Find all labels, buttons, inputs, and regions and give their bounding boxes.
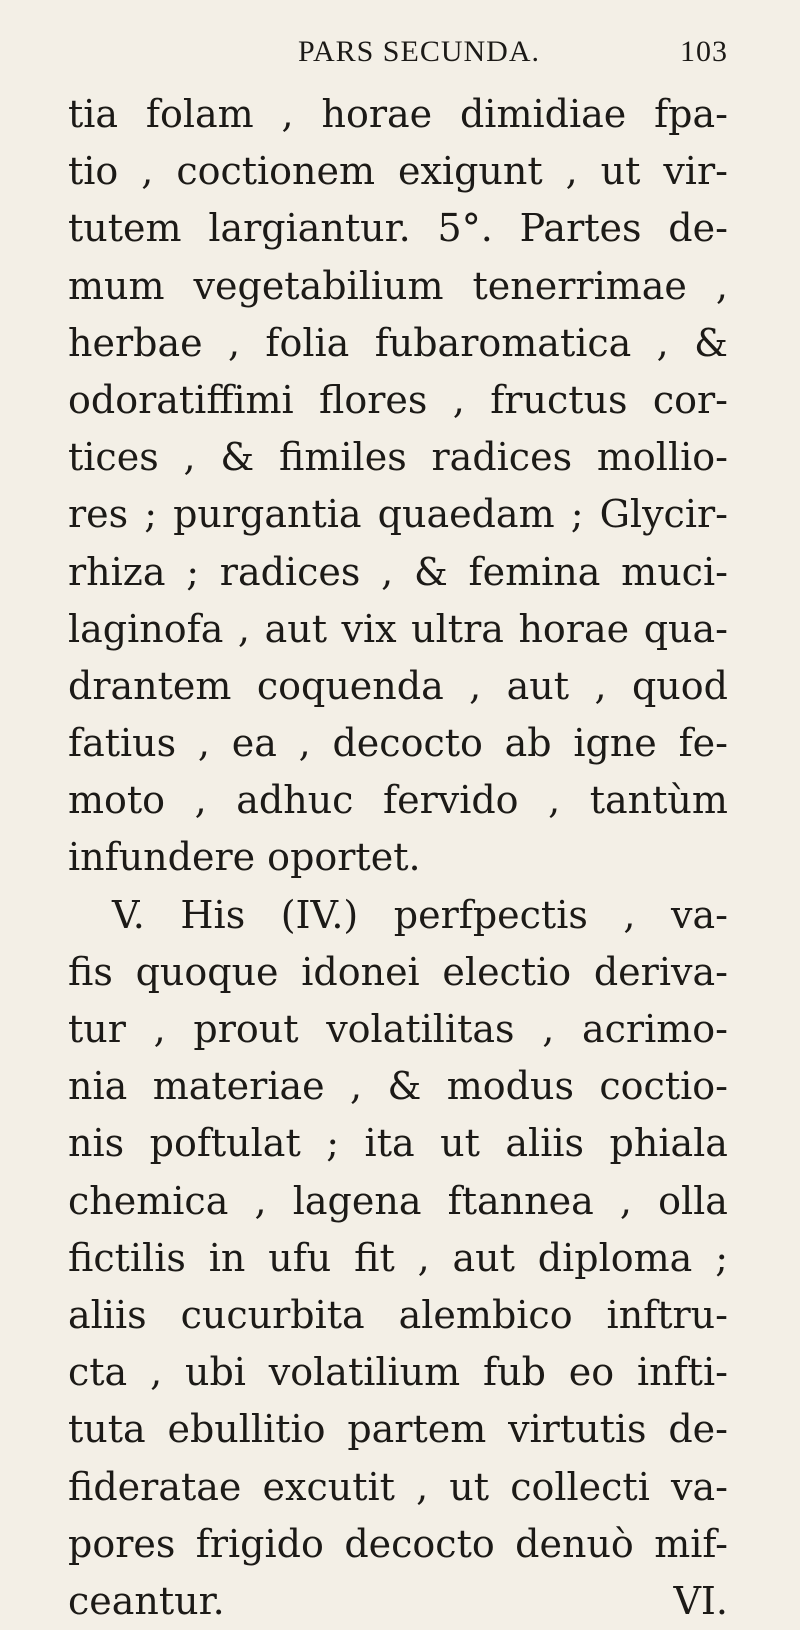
text-line: fideratae excutit , ut collecti va- bbox=[68, 1464, 728, 1509]
text-line: aliis cucurbita alembico inftru- bbox=[68, 1292, 728, 1337]
text-line: infundere oportet. bbox=[68, 835, 421, 880]
page-header bbox=[68, 20, 728, 84]
text-line: res ; purgantia quaedam ; Glycir- bbox=[68, 492, 728, 537]
text-line: odoratiffimi flores , fructus cor- bbox=[68, 377, 728, 422]
text-line: tices , & fimiles radices mollio- bbox=[68, 435, 728, 480]
text-line: fictilis in ufu fit , aut diploma ; bbox=[68, 1235, 728, 1280]
catchword: VI. bbox=[673, 1578, 728, 1623]
text-line: fis quoque idonei electio deriva- bbox=[68, 949, 728, 994]
page-number: 103 bbox=[680, 35, 728, 68]
final-text: ceantur. bbox=[68, 1578, 225, 1623]
text-line: chemica , lagena ftannea , olla bbox=[68, 1178, 728, 1223]
text-line-with-catchword bbox=[68, 1573, 728, 1630]
text-line: mum vegetabilium tenerrimae , bbox=[68, 263, 728, 308]
text-line: tuta ebullitio partem virtutis de- bbox=[68, 1407, 728, 1452]
text-line: tio , coctionem exigunt , ut vir- bbox=[68, 149, 728, 194]
text-line: fatius , ea , decocto ab igne fe- bbox=[68, 721, 728, 766]
text-line: laginofa , aut vix ultra horae qua- bbox=[68, 606, 728, 651]
text-line: rhiza ; radices , & femina muci- bbox=[68, 549, 728, 594]
text-line: cta , ubi volatilium fub eo infti- bbox=[68, 1350, 728, 1395]
text-line: pores frigido decocto denuò mif- bbox=[68, 1521, 728, 1566]
body-text bbox=[68, 86, 728, 1630]
text-line: drantem coquenda , aut , quod bbox=[68, 663, 728, 708]
text-line: nia materiae , & modus coctio- bbox=[68, 1064, 728, 1109]
text-line: herbae , folia fubaromatica , & bbox=[68, 320, 728, 365]
text-line: V. His (IV.) perfpectis , va- bbox=[112, 892, 728, 937]
text-line: nis poftulat ; ita ut aliis phiala bbox=[68, 1121, 728, 1166]
running-head: PARS SECUNDA. bbox=[298, 35, 540, 68]
text-line: tur , prout volatilitas , acrimo- bbox=[68, 1007, 728, 1051]
text-line: tutem largiantur. 5°. Partes de- bbox=[68, 206, 728, 251]
text-line: moto , adhuc fervido , tantùm bbox=[68, 778, 728, 823]
text-line: tia folam , horae dimidiae fpa- bbox=[68, 92, 728, 136]
